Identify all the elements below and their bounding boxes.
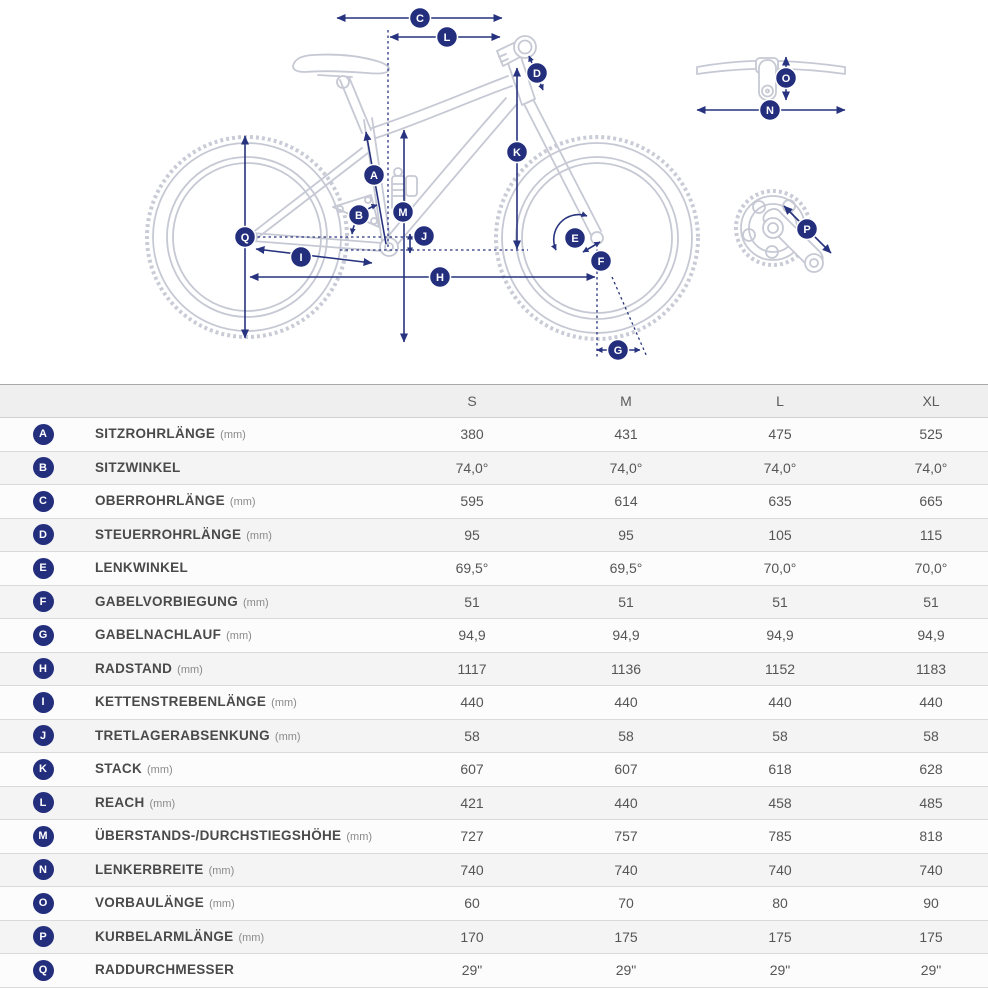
- row-label-cell: [86, 794, 402, 812]
- table-header-row: [0, 385, 988, 418]
- badge-G: [608, 340, 629, 361]
- row-value-m: 70: [618, 895, 634, 912]
- badge-P-letter: P: [803, 224, 811, 236]
- row-label: RADDURCHMESSER: [95, 962, 235, 978]
- row-value-l: 105: [768, 526, 792, 543]
- handlebar-end: [514, 36, 536, 58]
- row-value-xl: 525: [919, 426, 943, 443]
- row-value-m: 69,5°: [609, 560, 643, 577]
- row-label: SITZWINKEL: [95, 459, 181, 475]
- badge-B: [349, 205, 370, 226]
- row-badge-cell: [0, 725, 86, 746]
- badge-Q: [235, 227, 256, 248]
- row-label: STEUERROHRLÄNGE: [95, 526, 242, 542]
- badge-I: [291, 247, 312, 268]
- table-row: [0, 854, 988, 888]
- row-value-xl: 665: [919, 493, 943, 510]
- row-value-xl: 485: [919, 794, 943, 811]
- row-letter-badge: L: [33, 792, 54, 813]
- badge-O-letter: O: [781, 73, 791, 85]
- row-unit: (mm): [346, 831, 373, 844]
- row-label-cell: [86, 894, 402, 912]
- row-value-l: 175: [768, 928, 792, 945]
- row-unit: (mm): [226, 630, 252, 643]
- table-row: [0, 954, 988, 988]
- row-value-l: 618: [768, 761, 792, 778]
- row-label-cell: [86, 861, 402, 879]
- size-header-xl: XL: [922, 393, 940, 409]
- row-value-s: 51: [464, 593, 480, 610]
- bottom-bracket: [380, 238, 398, 256]
- row-value-s: 170: [460, 928, 484, 945]
- row-unit: (mm): [271, 697, 297, 710]
- row-label: KURBELARMLÄNGE: [95, 928, 234, 944]
- row-value-m: 431: [614, 426, 638, 443]
- row-letter-badge: P: [33, 926, 54, 947]
- row-label: VORBAULÄNGE: [95, 895, 205, 911]
- row-letter-badge: D: [33, 524, 54, 545]
- row-value-l: 74,0°: [763, 459, 797, 476]
- row-label: TRETLAGERABSENKUNG: [95, 727, 270, 743]
- table-row: [0, 452, 988, 486]
- row-unit: (mm): [177, 663, 203, 676]
- row-label-cell: [86, 526, 402, 544]
- table-row: [0, 720, 988, 754]
- row-value-xl: 74,0°: [914, 459, 948, 476]
- badge-D-letter: D: [533, 68, 541, 80]
- row-value-s: 421: [460, 794, 484, 811]
- row-label-cell: [86, 425, 402, 443]
- badge-A: [364, 165, 385, 186]
- row-value-l: 740: [768, 861, 792, 878]
- row-unit: (mm): [220, 429, 246, 442]
- row-label-cell: [86, 593, 402, 611]
- row-unit: (mm): [238, 931, 265, 944]
- row-value-m: 740: [614, 861, 638, 878]
- geometry-table: [0, 384, 988, 988]
- badge-L-letter: L: [443, 32, 451, 44]
- row-label-cell: [86, 928, 402, 946]
- row-label-cell: [86, 693, 402, 711]
- row-value-xl: 51: [923, 593, 939, 610]
- row-label: OBERROHRLÄNGE: [95, 493, 225, 509]
- row-value-xl: 58: [923, 727, 939, 744]
- row-badge-cell: [0, 926, 86, 947]
- badge-J: [414, 226, 435, 247]
- row-value-l: 70,0°: [763, 560, 797, 577]
- row-value-s: 69,5°: [455, 560, 489, 577]
- badge-I-letter: I: [299, 252, 303, 264]
- row-value-s: 29": [461, 962, 483, 979]
- row-label: GABELNACHLAUF: [95, 627, 222, 643]
- row-value-l: 475: [768, 426, 792, 443]
- badge-B-letter: B: [355, 210, 363, 222]
- row-letter-badge: C: [33, 491, 54, 512]
- row-value-m: 757: [614, 828, 638, 845]
- row-badge-cell: [0, 625, 86, 646]
- badge-M-letter: M: [398, 207, 408, 219]
- table-row: [0, 753, 988, 787]
- table-row: [0, 820, 988, 854]
- row-value-l: 1152: [764, 660, 796, 677]
- row-label: SITZROHRLÄNGE: [95, 426, 216, 442]
- row-label: KETTENSTREBENLÄNGE: [95, 694, 267, 710]
- badge-N: [760, 100, 781, 121]
- front-wheel: [496, 137, 698, 339]
- row-value-s: 60: [464, 895, 480, 912]
- row-label-cell: [86, 961, 402, 979]
- geometry-diagram: [0, 0, 988, 384]
- badge-E-letter: E: [571, 233, 579, 245]
- table-row: [0, 418, 988, 452]
- row-value-l: 440: [768, 694, 792, 711]
- badge-O: [776, 68, 797, 89]
- badge-H-letter: H: [436, 272, 444, 284]
- row-label-cell: [86, 492, 402, 510]
- row-letter-badge: B: [33, 457, 54, 478]
- row-label-cell: [86, 459, 402, 477]
- row-value-m: 440: [614, 694, 638, 711]
- badge-C-letter: C: [416, 13, 424, 25]
- badge-P: [797, 219, 818, 240]
- table-row: [0, 686, 988, 720]
- row-letter-badge: A: [33, 424, 54, 445]
- row-value-xl: 115: [919, 526, 943, 543]
- row-value-l: 785: [768, 828, 792, 845]
- row-value-s: 95: [464, 526, 480, 543]
- row-value-xl: 440: [919, 694, 943, 711]
- row-unit: (mm): [229, 496, 256, 509]
- row-value-m: 51: [618, 593, 634, 610]
- row-value-m: 95: [618, 526, 634, 543]
- row-value-m: 1136: [610, 660, 642, 677]
- badge-H: [430, 267, 451, 288]
- badge-F: [591, 251, 612, 272]
- row-badge-cell: [0, 759, 86, 780]
- badge-L: [437, 27, 458, 48]
- table-row: [0, 887, 988, 921]
- row-value-s: 607: [460, 761, 484, 778]
- table-row: [0, 519, 988, 553]
- row-badge-cell: [0, 524, 86, 545]
- row-label: LENKWINKEL: [95, 560, 188, 576]
- row-letter-badge: H: [33, 658, 54, 679]
- row-value-s: 1117: [457, 660, 487, 677]
- row-value-s: 740: [460, 861, 484, 878]
- table-body: [0, 418, 988, 988]
- row-letter-badge: G: [33, 625, 54, 646]
- row-badge-cell: [0, 826, 86, 847]
- row-value-xl: 70,0°: [914, 560, 948, 577]
- badge-A-letter: A: [370, 170, 378, 182]
- row-badge-cell: [0, 558, 86, 579]
- row-value-s: 58: [464, 727, 480, 744]
- row-badge-cell: [0, 658, 86, 679]
- row-label: ÜBERSTANDS-/DURCHSTIEGSHÖHE: [95, 828, 342, 844]
- row-value-s: 380: [460, 426, 484, 443]
- badge-Q-letter: Q: [240, 232, 250, 244]
- row-value-l: 94,9: [766, 627, 794, 644]
- row-value-m: 74,0°: [609, 459, 643, 476]
- row-unit: (mm): [243, 596, 269, 609]
- table-row: [0, 552, 988, 586]
- row-value-m: 607: [614, 761, 638, 778]
- row-badge-cell: [0, 457, 86, 478]
- row-value-s: 440: [460, 694, 484, 711]
- row-label: LENKERBREITE: [95, 861, 204, 877]
- row-value-xl: 818: [919, 828, 943, 845]
- size-header-m: M: [620, 393, 632, 409]
- saddle: [293, 55, 389, 74]
- row-badge-cell: [0, 491, 86, 512]
- row-value-m: 175: [614, 928, 638, 945]
- row-badge-cell: [0, 960, 86, 981]
- badge-K: [507, 142, 528, 163]
- badge-K-letter: K: [513, 147, 521, 159]
- row-value-s: 727: [460, 828, 484, 845]
- row-value-xl: 628: [919, 761, 943, 778]
- row-label-cell: [86, 727, 402, 745]
- row-badge-cell: [0, 591, 86, 612]
- row-value-l: 29": [769, 962, 791, 979]
- size-header-l: L: [776, 393, 784, 409]
- table-row: [0, 619, 988, 653]
- row-letter-badge: O: [33, 893, 54, 914]
- row-letter-badge: M: [33, 826, 54, 847]
- size-header-s: S: [467, 393, 477, 409]
- badge-G-letter: G: [613, 345, 623, 357]
- badge-F-letter: F: [597, 256, 605, 268]
- badge-N-letter: N: [766, 105, 774, 117]
- row-label-cell: [86, 760, 402, 778]
- badge-D: [527, 63, 548, 84]
- row-value-xl: 90: [923, 895, 939, 912]
- row-label: STACK: [95, 761, 142, 777]
- row-unit: (mm): [147, 764, 173, 777]
- badge-E: [565, 228, 586, 249]
- row-letter-badge: K: [33, 759, 54, 780]
- row-unit: (mm): [208, 864, 235, 877]
- row-letter-badge: J: [33, 725, 54, 746]
- row-value-xl: 29": [920, 962, 942, 979]
- row-value-m: 94,9: [612, 627, 640, 644]
- badge-C: [410, 8, 431, 29]
- row-value-l: 80: [772, 895, 788, 912]
- row-label-cell: [86, 827, 402, 845]
- badge-M: [393, 202, 414, 223]
- pedal-axle: [805, 254, 823, 272]
- row-label: RADSTAND: [95, 660, 173, 676]
- row-badge-cell: [0, 893, 86, 914]
- table-row: [0, 485, 988, 519]
- row-value-m: 614: [614, 493, 638, 510]
- row-unit: (mm): [246, 529, 272, 542]
- row-letter-badge: N: [33, 859, 54, 880]
- row-letter-badge: F: [33, 591, 54, 612]
- row-label-cell: [86, 626, 402, 644]
- row-value-s: 595: [460, 493, 484, 510]
- row-value-xl: 94,9: [917, 627, 945, 644]
- row-value-m: 58: [618, 727, 634, 744]
- row-value-l: 51: [772, 593, 788, 610]
- row-value-m: 440: [614, 794, 638, 811]
- row-badge-cell: [0, 792, 86, 813]
- row-badge-cell: [0, 424, 86, 445]
- row-value-l: 458: [768, 794, 792, 811]
- row-label-cell: [86, 559, 402, 577]
- table-row: [0, 586, 988, 620]
- row-letter-badge: E: [33, 558, 54, 579]
- row-letter-badge: I: [33, 692, 54, 713]
- stem-top-view: [759, 60, 776, 100]
- table-row: [0, 787, 988, 821]
- badge-J-letter: J: [420, 231, 428, 243]
- table-row: [0, 653, 988, 687]
- row-unit: (mm): [209, 898, 235, 911]
- row-label: REACH: [95, 794, 145, 810]
- row-value-l: 58: [772, 727, 788, 744]
- row-value-l: 635: [768, 493, 792, 510]
- row-label: GABELVORBIEGUNG: [95, 593, 239, 609]
- row-badge-cell: [0, 692, 86, 713]
- row-value-xl: 740: [919, 861, 943, 878]
- row-value-s: 74,0°: [455, 459, 489, 476]
- row-letter-badge: Q: [33, 960, 54, 981]
- row-value-m: 29": [615, 962, 637, 979]
- handlebar-top-view: [697, 58, 845, 100]
- row-unit: (mm): [274, 730, 301, 743]
- row-value-xl: 175: [919, 928, 943, 945]
- bike-frame: [247, 36, 601, 256]
- row-badge-cell: [0, 859, 86, 880]
- row-value-xl: 1183: [915, 660, 947, 677]
- row-unit: (mm): [149, 797, 176, 810]
- row-label-cell: [86, 660, 402, 678]
- seatpost: [340, 80, 362, 133]
- geometry-diagram-svg: [0, 0, 988, 384]
- row-value-s: 94,9: [458, 627, 486, 644]
- table-row: [0, 921, 988, 955]
- dim-I-arrow: [256, 249, 372, 263]
